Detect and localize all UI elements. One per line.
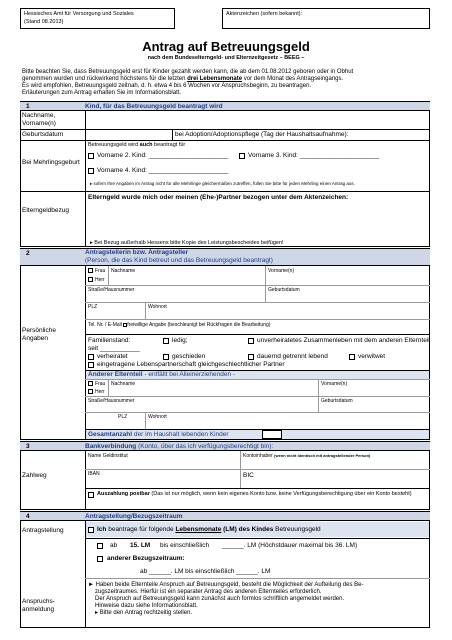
other-period-range: ab ______. LM bis einschließlich ______. LM [140,568,271,575]
intro-text [22,69,432,97]
child2-label: Vorname 2. Kind: ______________________ [97,152,229,159]
section1-header [20,101,430,111]
herr-label: Herr [95,277,105,283]
claim-label: Anspruchs-anmeldung [22,598,55,613]
section3-header [20,441,430,451]
verwitwet-checkbox[interactable] [349,354,355,360]
birth-date-label: Geburtsdatum [22,131,64,138]
section2-header [20,248,430,266]
personal-info-label: Persönliche Angaben [22,327,56,342]
claim-info-line: zugszeitraumes. Hierfür ist ein separater Antrag des anderen Elternteiles erforderlich. [95,589,322,595]
other-birthdate-label: Geburtsdatum [321,398,353,404]
section4-header [20,511,430,521]
apply-checkbox[interactable] [88,527,94,533]
payment-label: Zahlweg [22,472,47,479]
other-frau-checkbox[interactable] [88,381,93,386]
child4-checkbox[interactable] [88,168,94,174]
child2-checkbox[interactable] [88,153,94,159]
parental-label: Elterngeldbezug [22,207,69,214]
other-frau-label: Frau [95,381,106,387]
parental-file-field[interactable] [86,203,429,233]
geschieden-checkbox[interactable] [163,354,169,360]
verwitwet-label: verwitwet [358,353,386,360]
section-number: 1 [26,103,30,110]
child-name-label: Nachname, Vorname(n) [22,112,56,127]
multiple-intro: Betreuungsgeld wird auch beantragt für [88,142,186,148]
partnerschaft-label: eingetragene Lebenspartnerschaft gleichgeschlechtlicher Partner [97,361,285,368]
from-label: ab [110,542,118,549]
iban-field[interactable] [86,477,239,487]
dauernd-checkbox[interactable] [248,354,254,360]
office-box [20,8,175,29]
section-number: 4 [26,513,30,520]
other-period-label: anderer Bezugszeitraum: [107,555,185,562]
parental-text: Elterngeld wurde mich oder meinen (Ehe-)Partner bezogen unter dem Aktenzeichen: [88,194,349,201]
section-number: 2 [26,250,30,257]
child3-label: Vorname 3. Kind: ______________________ [248,152,380,159]
child-name-field[interactable] [86,112,429,128]
section-title: Kind, für das Betreuungsgeld beantragt wird [85,103,223,110]
file-number-field[interactable] [222,8,430,29]
parental-note: ▸ Bei Bezug außerhalb Hessens bitte Kopie des Leistungsbescheides beifügen! [90,240,284,246]
claim-info-line: Hinweise dazu siehe Informationsblatt. [95,603,198,609]
child3-checkbox[interactable] [239,153,245,159]
until-range: ______. LM (Höchstdauer maximal bis 36. LM) [222,542,358,549]
adoption-label: bei Adoption/Adoptionspflege (Tag der Haushaltsaufnahme): [175,131,349,138]
intro-line: Bitte beachten Sie, dass Betreuungsgeld erst für Kinder gezahlt werden kann, die ab dem 01.08.2012 geboren oder in Obhut [22,69,354,75]
claim-info-line: Der Anspruch auf Betreuungsgeld kann zunächst auch formlos schriftlich angemeldet werden. [95,596,345,602]
file-number-label: Aktenzeichen (sofern bekannt): [226,11,303,17]
firstnames-label: Vorname(n) [268,268,295,274]
frau-checkbox[interactable] [88,268,93,273]
ledig-checkbox[interactable] [163,338,169,344]
birthdate-label: Geburtsdatum [268,287,300,293]
until-label: bis einschließlich [160,542,210,549]
unmarried-label: unverheiratetes Zusammenleben mit dem anderen Elternteil [257,337,430,344]
total-children-label: Gesamtanzahl der im Haushalt lebenden Kinder [88,431,229,438]
other-herr-checkbox[interactable] [88,389,93,394]
section-number: 3 [26,443,30,450]
intro-line: Es wird empfohlen, Betreuungsgeld zeitnah, d. h. etwa 4 bis 6 Wochen vor Anspruchsbeginn, zu beantragen. [22,83,312,89]
office-line1: Hessisches Amt für Versorgung und Soziales [24,11,134,17]
postbar-checkbox[interactable] [88,492,94,498]
intro-line: genommen wurden und rückwirkend höchstens für die letzten drei Lebensmonate vor dem Monat des Antragseingangs. [22,76,344,82]
dauernd-label: dauernd getrennt lebend [257,353,328,360]
city-label: Wohnort [148,304,167,310]
multiple-birth-label: Bei Mehrlingsgeburt [22,159,80,166]
claim-info-line: ► Haben beide Elternteile Anspruch auf Betreuungsgeld, besteht die Möglichkeit der Aufteilung des Be- [88,582,364,588]
section-subtitle: (Person, die das Kind betreut und das Betreuungsgeld beantragt) [85,257,273,264]
holder-label: Kontoinhaber (wenn nicht identisch mit antragstellender Person) [243,453,371,459]
other-lastname-label: Nachname [111,381,136,387]
other-firstnames-label: Vorname(n) [321,381,348,387]
herr-checkbox[interactable] [88,277,93,282]
other-city-label: Wohnort [148,414,167,420]
seit-label: seit ___________ [88,345,140,352]
other-parent-title: Anderer Elternteil - entfällt bei Alleinerziehenden - [88,371,236,378]
verheiratet-checkbox[interactable] [88,354,94,360]
other-plz-label: PLZ [118,414,128,420]
page-title: Antrag auf Betreuungsgeld [142,39,310,54]
unmarried-checkbox[interactable] [248,338,254,344]
marital-label: Familienstand: [88,337,131,344]
section-title: Antragstellerin bzw. Antragsteller [85,249,189,256]
frau-label: Frau [95,268,106,274]
lastname-label: Nachname [111,268,136,274]
multiple-note: ▸ sofern Ihre Angaben im Antrag nicht für alle Mehrlinge gleichermaßen zutreffen, füllen Sie bitte für jeden Mehrling einen Antrag aus. [90,181,355,186]
claim-info [88,582,426,617]
office-line2: (Stand 08.2013) [24,19,64,25]
bic-label: BIC [243,472,254,479]
apply-text: Ich beantrage für folgende Lebensmonate (LM) des Kindes Betreuungsgeld [97,526,321,533]
verheiratet-label: verheiratet [97,353,128,360]
iban-label: IBAN [88,471,100,477]
page-subtitle: nach dem Bundeselterngeld- und Elternzeitgesetz – BEEG – [147,55,305,61]
street-label: Straße/Hausnummer [88,287,135,293]
section-title: Antragstellung/Bezugszeitraum [85,513,183,520]
partnerschaft-checkbox[interactable] [88,362,94,368]
geschieden-label: geschieden [172,353,206,360]
from-15-label: 15. LM [130,542,151,549]
application-label: Antragstellung [22,527,64,534]
other-street-label: Straße/Hausnummer [88,398,135,404]
phone-label: Tel. Nr. / E-Mail freiwillige Angabe (beschleunigt bei Rückfragen die Bearbeitung) [88,322,271,328]
postbar-text: Auszahlung postbar (Das ist nur möglich, wenn kein eigenes Konto bzw. keine Verfügungsberechtigung über ein Konto besteht) [97,491,412,497]
other-period-checkbox[interactable] [97,556,103,562]
birth-date-field[interactable] [86,130,171,139]
section-title: Bankverbindung (Konto, über das ich verfügungsberechtigt bin): [85,443,274,450]
bank-name-label: Name Geldinstitut [88,453,128,459]
total-children-field[interactable] [262,430,282,439]
claim-info-line: ▸ Bitte den Antrag rechtzeitig stellen. [95,610,193,616]
intro-line: Erläuterungen zum Antrag erhalten Sie im Informationsblatt. [22,90,182,96]
plz-label: PLZ [88,304,98,310]
from-15-checkbox[interactable] [97,543,103,549]
other-herr-label: Herr [95,389,105,395]
child4-label: Vorname 4. Kind: ______________________ [97,167,229,174]
ledig-label: ledig; [172,337,188,344]
